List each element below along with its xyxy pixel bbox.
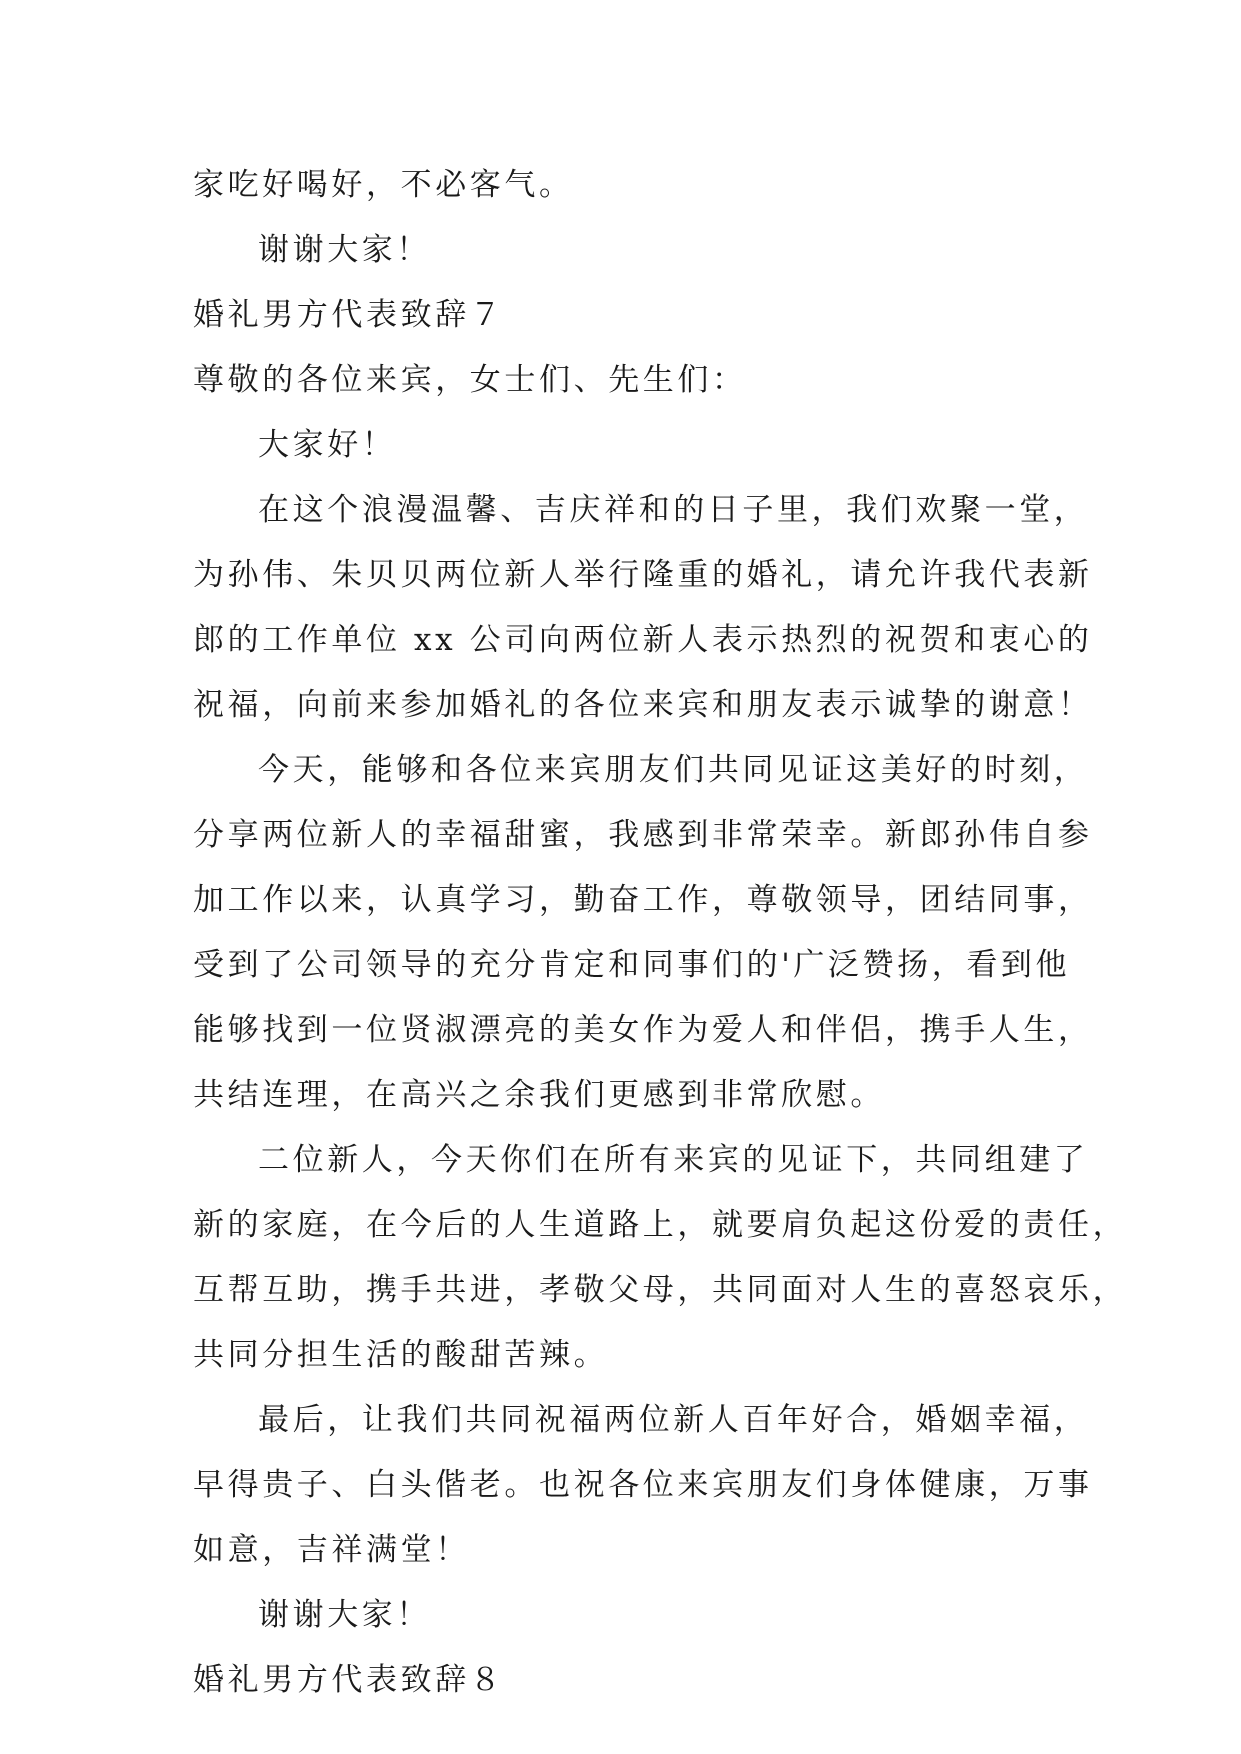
- body-line: 在这个浪漫温馨、吉庆祥和的日子里，我们欢聚一堂，: [258, 492, 1089, 528]
- closing-thanks: 谢谢大家！: [258, 232, 431, 268]
- body-line: 能够找到一位贤淑漂亮的美女作为爱人和伴侣，携手人生，: [193, 1012, 1093, 1048]
- body-line: 共同分担生活的酸甜苦辣。: [193, 1337, 609, 1373]
- body-line: 早得贵子、白头偕老。也祝各位来宾朋友们身体健康，万事: [193, 1467, 1093, 1503]
- salutation: 尊敬的各位来宾，女士们、先生们：: [193, 362, 747, 398]
- body-line: 受到了公司领导的充分肯定和同事们的'广泛赞扬，看到他: [193, 947, 1071, 983]
- body-line: 为孙伟、朱贝贝两位新人举行隆重的婚礼，请允许我代表新: [193, 557, 1093, 593]
- section-heading-7: 婚礼男方代表致辞７: [193, 297, 505, 333]
- section-heading-8: 婚礼男方代表致辞８: [193, 1662, 505, 1698]
- body-line: 新的家庭，在今后的人生道路上，就要肩负起这份爱的责任，: [193, 1207, 1128, 1243]
- paragraph-continuation: 家吃好喝好，不必客气。: [193, 167, 574, 203]
- body-line: 加工作以来，认真学习，勤奋工作，尊敬领导，团结同事，: [193, 882, 1093, 918]
- body-line: 二位新人，今天你们在所有来宾的见证下，共同组建了: [258, 1142, 1089, 1178]
- body-line: 最后，让我们共同祝福两位新人百年好合，婚姻幸福，: [258, 1402, 1089, 1438]
- body-line: 如意，吉祥满堂！: [193, 1532, 470, 1568]
- body-line: 祝福，向前来参加婚礼的各位来宾和朋友表示诚挚的谢意！: [193, 687, 1093, 723]
- closing-thanks: 谢谢大家！: [258, 1597, 431, 1633]
- body-line: 共结连理，在高兴之余我们更感到非常欣慰。: [193, 1077, 885, 1113]
- greeting: 大家好！: [258, 427, 397, 463]
- body-line: 分享两位新人的幸福甜蜜，我感到非常荣幸。新郎孙伟自参: [193, 817, 1093, 853]
- body-line: 互帮互助，携手共进，孝敬父母，共同面对人生的喜怒哀乐，: [193, 1272, 1128, 1308]
- body-line: 今天，能够和各位来宾朋友们共同见证这美好的时刻，: [258, 752, 1089, 788]
- body-line: 郎的工作单位 xx 公司向两位新人表示热烈的祝贺和衷心的: [193, 622, 1093, 658]
